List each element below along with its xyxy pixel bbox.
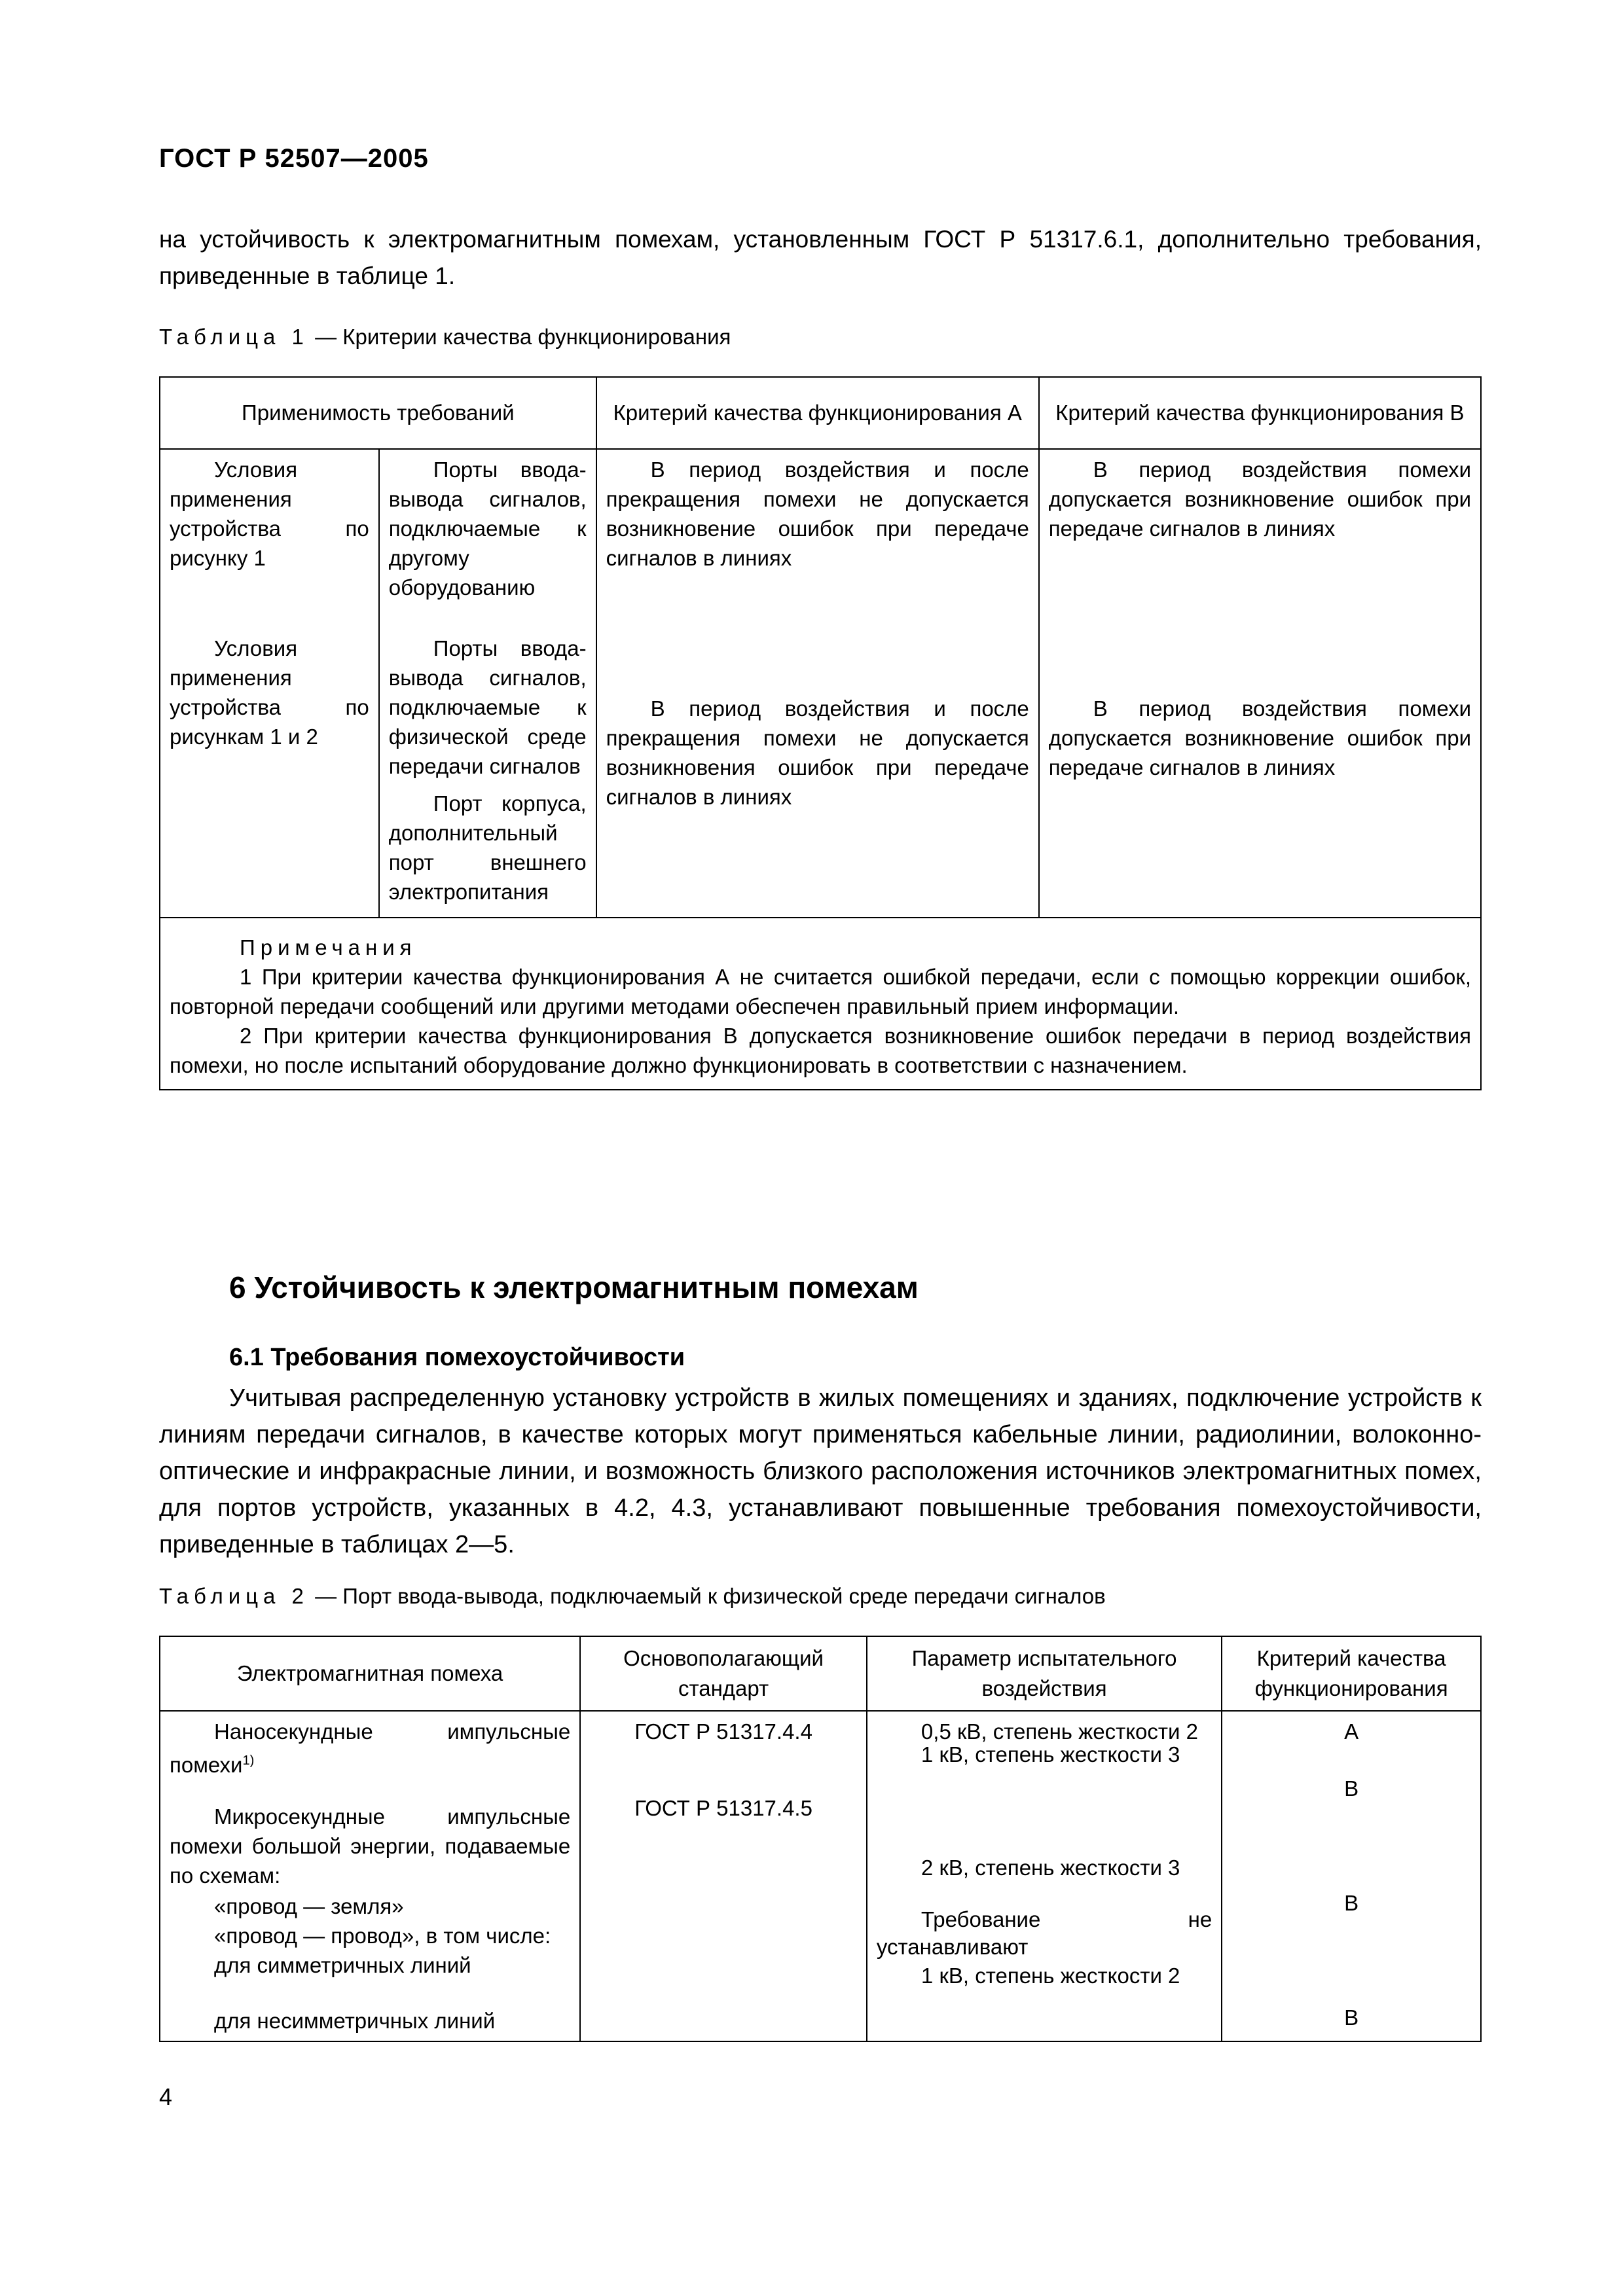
- table1-header-row: [160, 377, 1481, 449]
- table2-header-interference: Электромагнитная помеха: [160, 1636, 580, 1711]
- section-6-1-title: 6.1 Требования помехоустойчивости: [229, 1344, 685, 1371]
- table2-p3: 2 кВ, степень жесткости 3: [921, 1856, 1180, 1880]
- table2-std1: ГОСТ Р 51317.4.4: [634, 1719, 812, 1744]
- table2-caption-prefix: Таблица 2: [159, 1584, 309, 1608]
- table2-header-row: [160, 1636, 1481, 1711]
- table1: [159, 376, 1482, 1090]
- table1-row2-ports: [379, 628, 596, 918]
- table1-row1-criterion-a: В период воздействия и после прекращения помехи не допускается возникновение ошибок при передаче сигналов в линиях: [596, 449, 1039, 628]
- table2-asymmetric: для несимметричных линий: [214, 2009, 496, 2033]
- table1-caption-text: — Критерии качества функционирования: [308, 325, 731, 349]
- table1-row2-condition: Условия применения устройства по рисункам 1 и 2: [160, 628, 379, 918]
- section-6-title: 6 Устойчивость к электромагнитным помехам: [229, 1270, 919, 1304]
- table1-row2-criterion-a: В период воздействия и после прекращения помехи не допускается возникновения ошибок при передаче сигналов в линиях: [596, 628, 1039, 918]
- table2-nano-footnote: 1): [242, 1753, 255, 1768]
- table1-note2: 2 При критерии качества функционирования В допускается возникновение ошибок передачи в период воздействия помехи, но после испытаний оборудование должно функционировать в соответствии с назначением.: [170, 1024, 1471, 1077]
- table1-note1: 1 При критерии качества функционирования А не считается ошибкой передачи, если с помощью коррекции ошибок, повторной передачи сообщений или другими методами обеспечен правильный прием информации.: [170, 965, 1471, 1018]
- table2-caption-text: — Порт ввода-вывода, подключаемый к физической среде передачи сигналов: [308, 1584, 1106, 1608]
- table1-caption: [159, 325, 731, 350]
- table1-row1-criterion-b: В период воздействия помехи допускается возникновение ошибок при передаче сигналов в линиях: [1039, 449, 1481, 628]
- table2-p4: Требование не устанавливают: [876, 1907, 1213, 1959]
- table2-col-standard: [580, 1711, 867, 2041]
- intro-text: на устойчивость к электромагнитным помехам, установленным ГОСТ Р 51317.6.1, дополнительно требования, приведенные в таблице 1.: [159, 226, 1482, 289]
- table2-nano-text: Наносекундные импульсные помехи: [170, 1719, 571, 1777]
- table2-header-criterion: Критерий качества функционирования: [1222, 1636, 1481, 1711]
- page-number: 4: [159, 2083, 173, 2110]
- table2-c2: В: [1344, 1776, 1359, 1801]
- table2-header-parameter: Параметр испытательного воздействия: [867, 1636, 1222, 1711]
- table2-c1: А: [1344, 1719, 1359, 1744]
- table2-p2: 1 кВ, степень жесткости 3: [921, 1742, 1180, 1767]
- table1-row2-criterion-b: В период воздействия помехи допускается возникновение ошибок при передаче сигналов в линиях: [1039, 628, 1481, 918]
- table1-header-criterion-b: Критерий качества функционирования В: [1039, 377, 1481, 449]
- table2-c3: В: [1344, 1891, 1359, 1915]
- table2-body-row: [160, 1711, 1481, 2041]
- table1-header-applicability: Применимость требований: [160, 377, 596, 449]
- table2-std2: ГОСТ Р 51317.4.5: [634, 1796, 812, 1820]
- table2-col-interference: [160, 1711, 580, 2041]
- table1-notes: [160, 918, 1481, 1090]
- table2-wire-ground: «провод — земля»: [214, 1894, 404, 1918]
- table2: [159, 1636, 1482, 2042]
- table1-row1: [160, 449, 1481, 628]
- table1-row2: [160, 628, 1481, 918]
- table2-header-standard: Основополагающий стандарт: [580, 1636, 867, 1711]
- table1-caption-prefix: Таблица 1: [159, 325, 309, 349]
- table1-row1-condition: Условия применения устройства по рисунку 1: [160, 449, 379, 628]
- table2-p5: 1 кВ, степень жесткости 2: [921, 1964, 1180, 1988]
- table1-notes-row: [160, 918, 1481, 1090]
- table2-col-parameter: [867, 1711, 1222, 2041]
- table1-row2-port-signal: Порты ввода-вывода сигналов, подключаемые к физической среде передачи сигналов: [388, 636, 587, 778]
- table2-caption: [159, 1584, 1106, 1609]
- table2-wire-wire: «провод — провод», в том числе:: [214, 1924, 551, 1948]
- table2-col-criterion: [1222, 1711, 1481, 2041]
- table1-row1-port: Порты ввода-вывода сигналов, подключаемые к другому оборудованию: [379, 449, 596, 628]
- section-6-1-paragraph: Учитывая распределенную установку устройств в жилых помещениях и зданиях, подключение устройств к линиям передачи сигналов, в качестве которых могут применяться кабельные линии, радиолинии, волоконно-оптические и инфракрасные линии, и возможность близкого расположения источников электромагнитных помех, для портов устройств, указанных в 4.2, 4.3, устанавливают повышенные требования помехоустойчивости, приведенные в таблицах 2—5.: [159, 1384, 1482, 1558]
- table2-nano: [170, 1717, 570, 1780]
- table2-p1: 0,5 кВ, степень жесткости 2: [921, 1719, 1198, 1744]
- table1-header-criterion-a: Критерий качества функционирования А: [596, 377, 1039, 449]
- table2-micro: Микросекундные импульсные помехи большой энергии, подаваемые по схемам:: [170, 1804, 571, 1888]
- table1-row2-port-housing: Порт корпуса, дополнительный порт внешнего электропитания: [388, 791, 587, 904]
- table1-notes-title: Примечания: [240, 935, 417, 960]
- document-header: ГОСТ Р 52507—2005: [159, 144, 429, 173]
- table2-c4: В: [1344, 2005, 1359, 2030]
- table2-symmetric: для симметричных линий: [214, 1953, 471, 1977]
